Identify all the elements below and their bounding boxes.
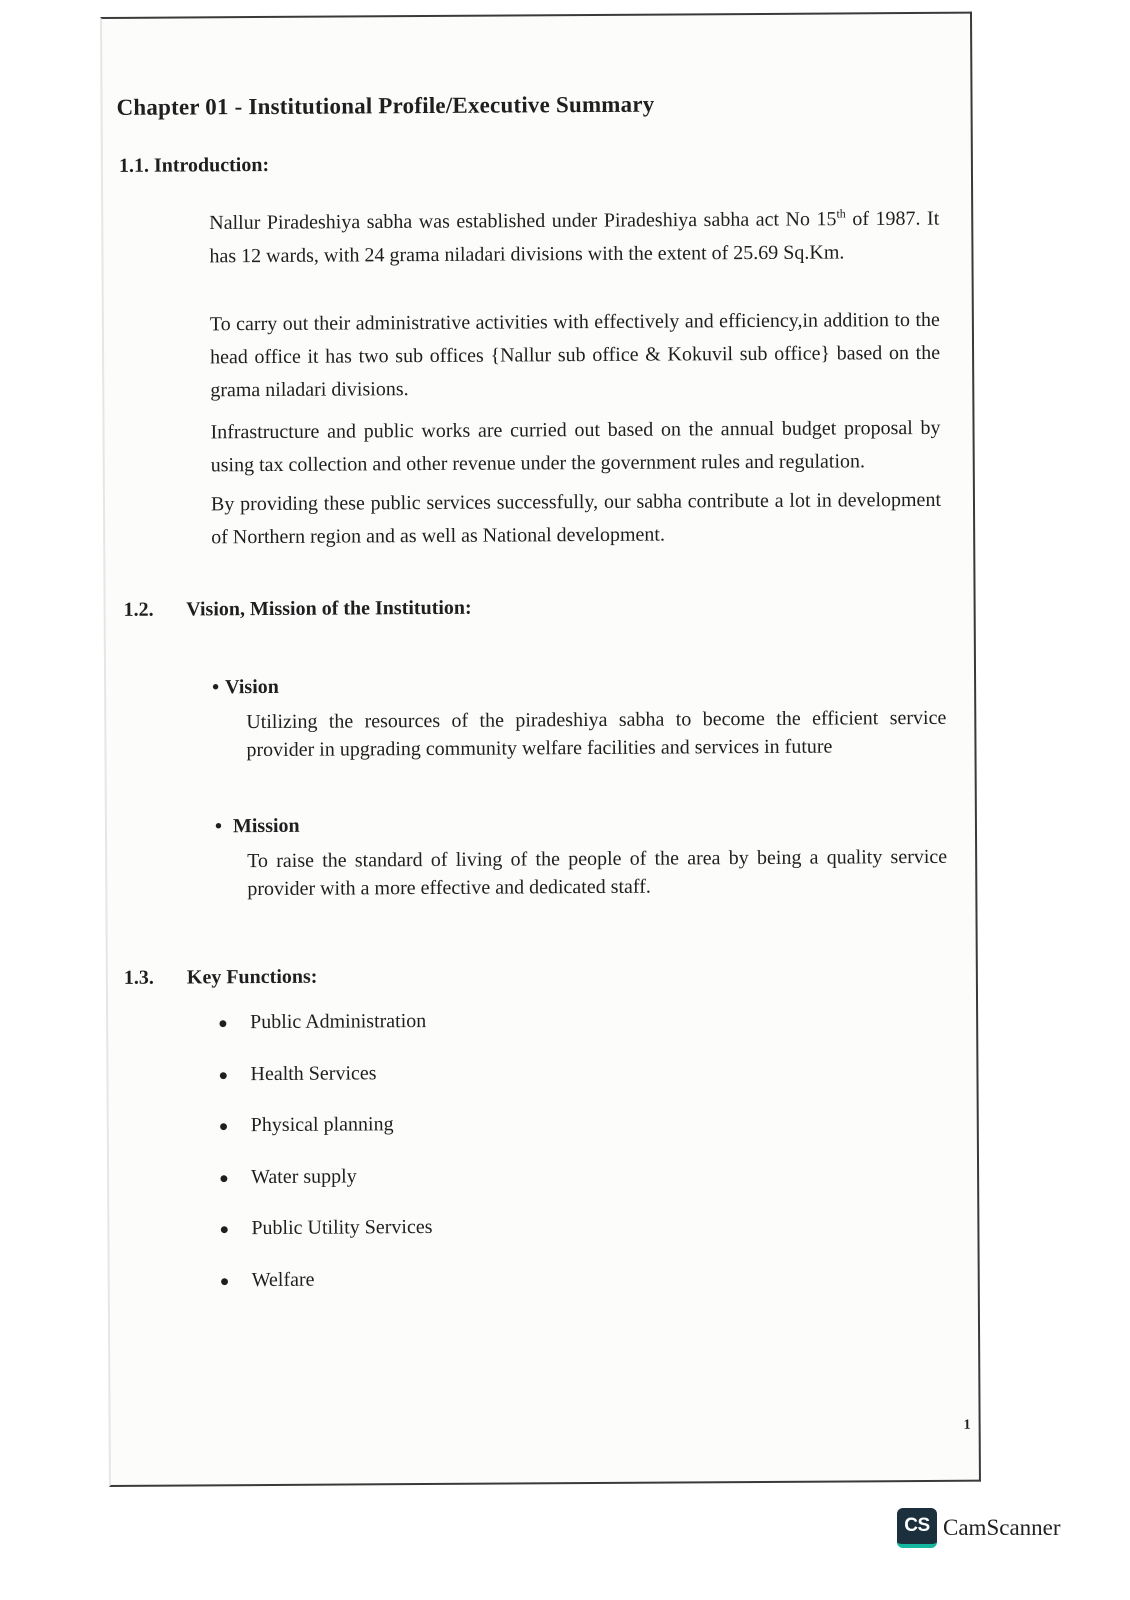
section-heading-introduction	[119, 154, 269, 178]
bullet-icon: ●	[219, 1221, 230, 1239]
section-title: Introduction:	[153, 153, 270, 177]
section-number: 1.2.	[123, 598, 154, 621]
function-label: Health Services	[250, 1061, 377, 1085]
bullet-icon: ●	[218, 1066, 229, 1084]
intro-paragraph-4: By providing these public services successfully, our sabha contribute a lot in development of Northern region and as well as National development.	[210, 488, 942, 549]
mission-statement: To raise the standard of living of the people of the area by being a quality service provider with a more effective and dedicated staff.	[247, 845, 948, 901]
list-item	[218, 1058, 431, 1111]
camscanner-watermark	[897, 1508, 1061, 1548]
function-label: Public Administration	[250, 1010, 427, 1034]
intro-paragraph-3: Infrastructure and public works are curried out based on the annual budget proposal by using tax collection and other revenue under the government rules and regulation.	[210, 416, 941, 477]
list-item	[220, 1264, 433, 1317]
chapter-title: Chapter 01 - Institutional Profile/Executive Summary	[116, 91, 655, 120]
list-item	[218, 1007, 431, 1060]
vision-statement: Utilizing the resources of the piradeshiya sabha to become the efficient service provider in upgrading community welfare facilities and services in future	[246, 706, 947, 762]
mission-heading	[215, 815, 300, 839]
function-label: Physical planning	[250, 1113, 394, 1137]
camscanner-name: CamScanner	[943, 1515, 1061, 1540]
vision-label: Vision	[225, 675, 279, 699]
vision-heading	[212, 676, 279, 699]
mission-label: Mission	[232, 814, 300, 838]
list-item	[219, 1161, 432, 1214]
ordinal-suffix: th	[836, 206, 846, 221]
intro-paragraph-1-text: Nallur Piradeshiya sabha was established under Piradeshiya sabha act No 15	[209, 208, 837, 234]
bullet-icon: •	[212, 676, 220, 699]
section-title: Vision, Mission of the Institution:	[186, 596, 472, 621]
function-label: Water supply	[251, 1164, 357, 1188]
section-heading-key-functions	[124, 966, 318, 990]
bullet-icon: ●	[218, 1118, 229, 1136]
document-page	[100, 12, 981, 1487]
key-functions-list	[218, 1007, 433, 1317]
intro-paragraph-1-rest: of 1987. It has 12 wards, with 24 grama niladari divisions with the extent of 25.69 Sq.Km.	[209, 207, 940, 267]
section-number: 1.1.	[118, 154, 149, 177]
bullet-icon: ●	[219, 1272, 230, 1290]
function-label: Public Utility Services	[251, 1215, 433, 1240]
section-title: Key Functions:	[186, 965, 318, 989]
intro-paragraph-2: To carry out their administrative activities with effectively and efficiency,in addition to the head office it has two sub offices {Nallur sub office & Kokuvil sub office} based on the grama niladari divisions.	[209, 308, 941, 402]
camscanner-logo-icon: CS	[897, 1508, 937, 1548]
intro-paragraph-1	[209, 197, 939, 273]
page-number: 1	[963, 1417, 971, 1433]
bullet-icon: ●	[218, 1015, 228, 1033]
list-item	[219, 1213, 432, 1266]
list-item	[219, 1110, 432, 1163]
bullet-icon: •	[214, 815, 223, 838]
function-label: Welfare	[251, 1268, 315, 1291]
section-number: 1.3.	[123, 966, 154, 989]
section-heading-vision-mission	[124, 597, 472, 622]
bullet-icon: ●	[219, 1169, 229, 1187]
